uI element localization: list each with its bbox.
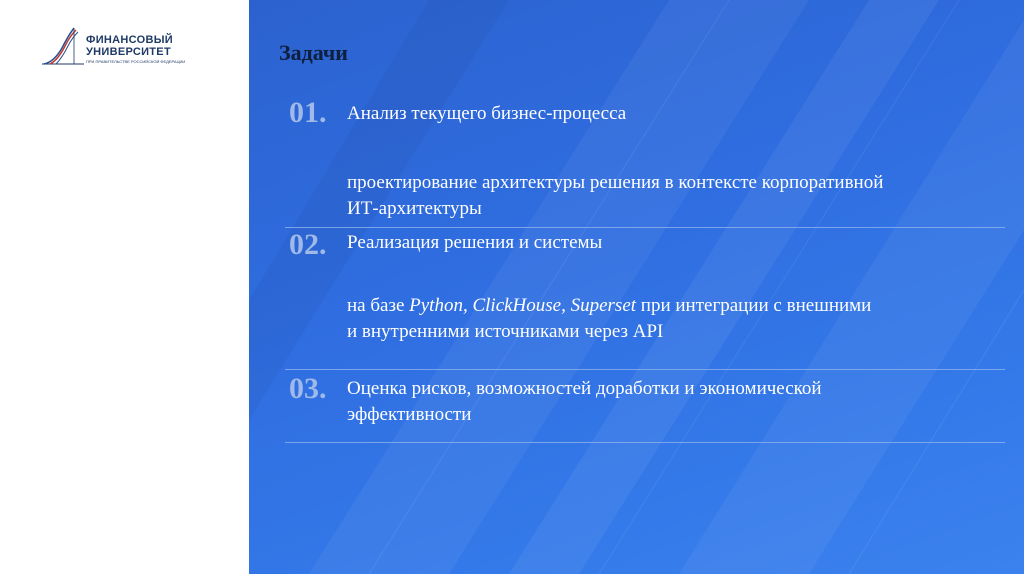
logo-text-line1: ФИНАНСОВЫЙ [86, 34, 173, 46]
logo-text-line2: УНИВЕРСИТЕТ [86, 46, 171, 58]
item-title-3-line2: эффективности [347, 404, 472, 425]
item-number-2: 02. [289, 228, 327, 261]
item-desc-2-suffix: при интеграции с внешними [636, 295, 872, 316]
item-title-2: Реализация решения и системы [347, 232, 603, 253]
item-desc-2-line2: и внутренними источниками через API [347, 321, 664, 342]
divider [285, 227, 1005, 228]
slide-title: Задачи [279, 40, 348, 65]
logo-text-line3: ПРИ ПРАВИТЕЛЬСТВЕ РОССИЙСКОЙ ФЕДЕРАЦИИ [86, 59, 186, 64]
sidebar [0, 0, 249, 574]
background-stripes [249, 0, 1024, 574]
item-desc-1-line1: проектирование архитектуры решения в контексте корпоративной [347, 172, 884, 193]
logo-emblem-icon [40, 26, 84, 70]
item-desc-1-line2: ИТ-архитектуры [347, 198, 482, 219]
item-desc-2-prefix: на базе [347, 295, 410, 316]
item-desc-2-line1 [347, 293, 871, 319]
item-desc-2-tech: Python, ClickHouse, Superset [409, 295, 637, 316]
divider [285, 369, 1005, 370]
item-title-1: Анализ текущего бизнес-процесса [347, 103, 627, 124]
item-title-3: Оценка рисков, возможностей доработки и экономической [347, 378, 822, 399]
university-logo [40, 26, 190, 70]
item-number-1: 01. [289, 96, 327, 129]
divider [285, 442, 1005, 443]
slide-content [249, 0, 1024, 574]
item-number-3: 03. [289, 372, 327, 405]
